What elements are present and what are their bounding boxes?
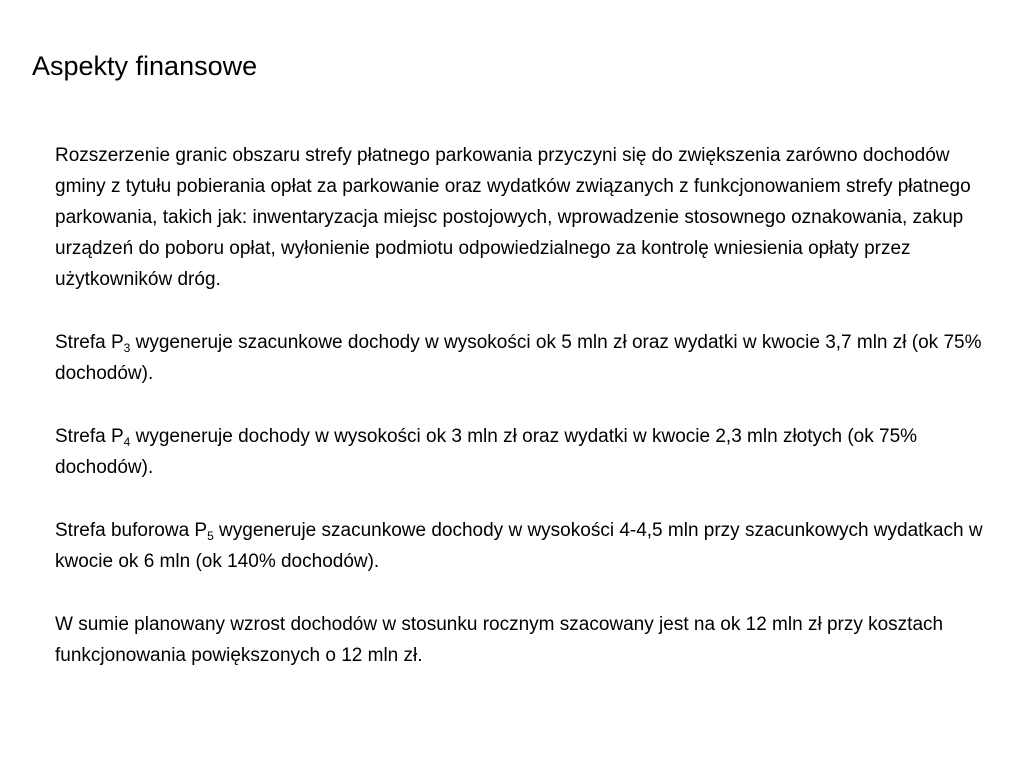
slide-title: Aspekty finansowe (32, 51, 258, 81)
zone-p3-prefix: Strefa P (55, 332, 124, 353)
paragraph-summary: W sumie planowany wzrost dochodów w stosunku rocznym szacowany jest na ok 12 mln zł przy kosztach funkcjonowania powiększonych o 12 mln zł. (55, 614, 944, 666)
zone-p3-text: wygeneruje szacunkowe dochody w wysokości ok 5 mln zł oraz wydatki w kwocie 3,7 mln zł (ok 75% dochodów). (55, 332, 982, 384)
paragraph-zone-p5 (55, 515, 985, 577)
paragraph-zone-p3 (55, 327, 985, 389)
zone-p4-prefix: Strefa P (55, 426, 124, 447)
zone-p4-subscript: 4 (123, 435, 131, 449)
zone-p5-prefix: Strefa buforowa P (55, 520, 208, 541)
zone-p5-text: wygeneruje szacunkowe dochody w wysokości 4-4,5 mln przy szacunkowych wydatkach w kwocie ok 6 mln (ok 140% dochodów). (55, 520, 983, 572)
zone-p3-subscript: 3 (123, 341, 131, 355)
paragraph-zone-p4 (55, 421, 985, 483)
paragraph-intro: Rozszerzenie granic obszaru strefy płatnego parkowania przyczyni się do zwiększenia zarówno dochodów gminy z tytułu pobierania opłat za parkowanie oraz wydatków związanych z funkcjonowaniem strefy płatnego parkowania, takich jak: inwentaryzacja miejsc postojowych, wprowadzenie stosownego oznakowania, zakup urządzeń do poboru opłat, wyłonienie podmiotu odpowiedzialnego za kontrolę wniesienia opłaty przez użytkowników dróg. (55, 145, 971, 290)
slide-body (55, 140, 985, 671)
zone-p5-subscript: 5 (207, 529, 214, 543)
zone-p4-text: wygeneruje dochody w wysokości ok 3 mln zł oraz wydatki w kwocie 2,3 mln złotych (ok 75% dochodów). (55, 426, 918, 478)
